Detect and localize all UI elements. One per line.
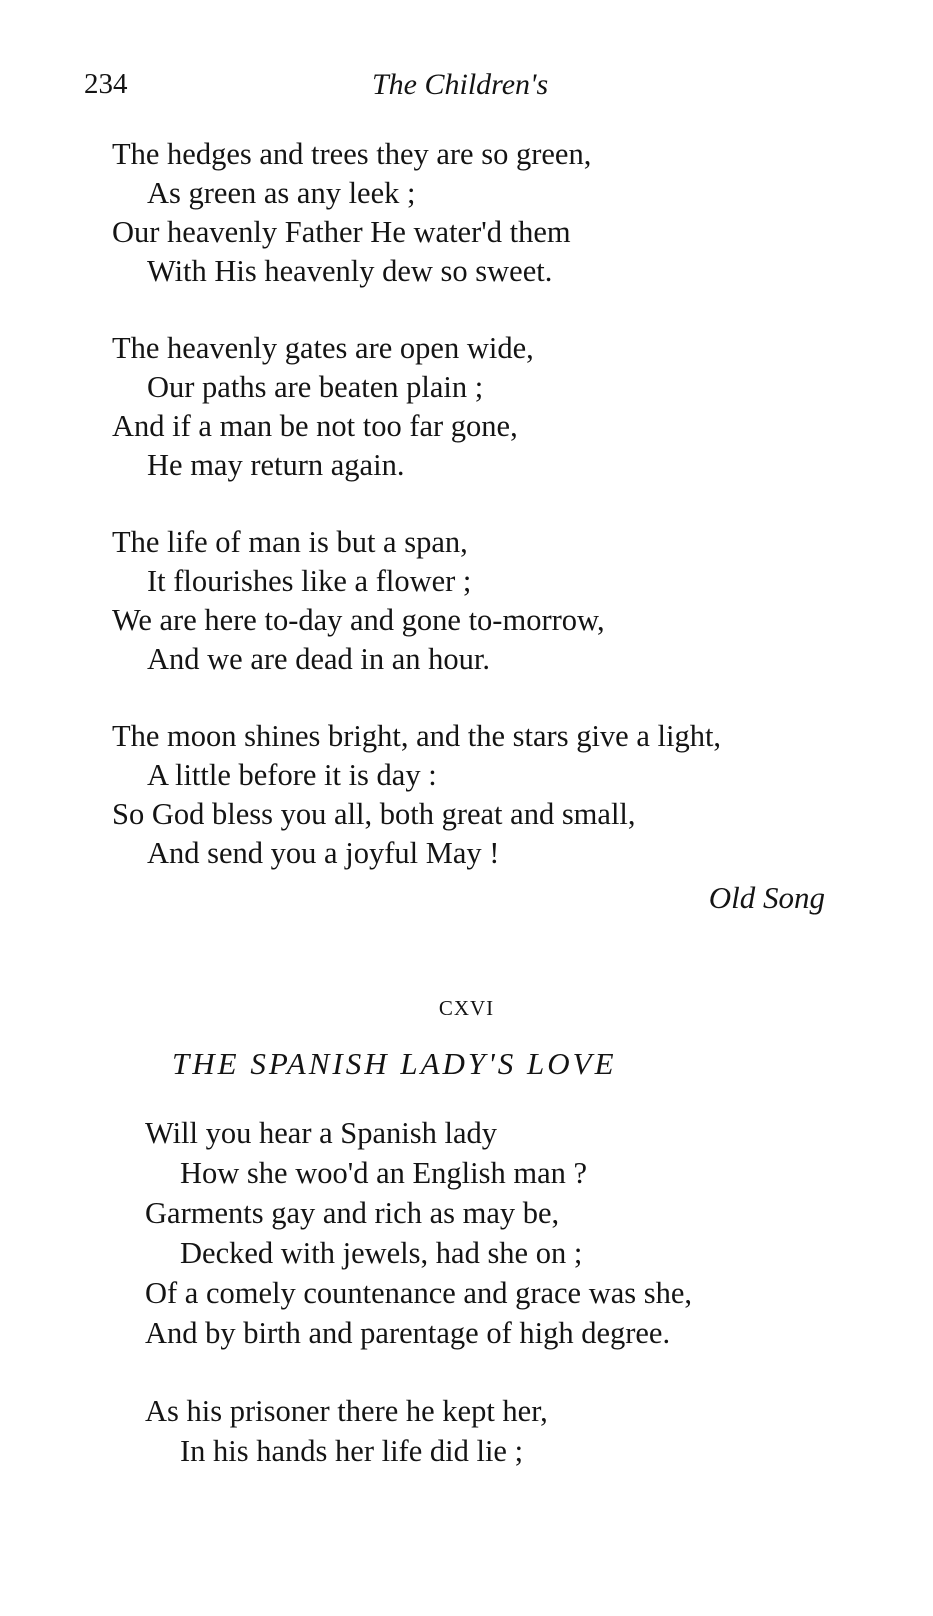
poem-line: It flourishes like a flower ; bbox=[147, 564, 472, 598]
stanza-4 bbox=[112, 717, 912, 873]
poem-line: How she woo'd an English man ? bbox=[180, 1156, 588, 1190]
poem-line: The life of man is but a span, bbox=[112, 525, 468, 559]
poem-line: And send you a joyful May ! bbox=[147, 836, 500, 870]
stanza-2 bbox=[145, 1391, 915, 1471]
poem-line: As green as any leek ; bbox=[147, 176, 416, 210]
poem-line: The moon shines bright, and the stars give a light, bbox=[112, 719, 722, 753]
poem-line: The hedges and trees they are so green, bbox=[112, 137, 592, 171]
running-title: The Children's bbox=[372, 68, 549, 101]
stanza-2 bbox=[112, 329, 912, 485]
poem-line: A little before it is day : bbox=[147, 758, 437, 792]
old-song-poem bbox=[112, 135, 912, 911]
poem-line: Of a comely countenance and grace was she, bbox=[145, 1276, 693, 1310]
page-header bbox=[0, 68, 933, 112]
poem-line: Will you hear a Spanish lady bbox=[145, 1116, 497, 1150]
poem-line: So God bless you all, both great and small, bbox=[112, 797, 636, 831]
poem-line: We are here to-day and gone to-morrow, bbox=[112, 603, 605, 637]
poem-line: And if a man be not too far gone, bbox=[112, 409, 518, 443]
stanza-1 bbox=[145, 1113, 915, 1353]
poem-line: In his hands her life did lie ; bbox=[180, 1434, 524, 1468]
poem-line: Garments gay and rich as may be, bbox=[145, 1196, 560, 1230]
poem-attribution: Old Song bbox=[708, 880, 825, 915]
poem-line: Our heavenly Father He water'd them bbox=[112, 215, 571, 249]
poem-line: With His heavenly dew so sweet. bbox=[147, 254, 553, 288]
poem-line: Decked with jewels, had she on ; bbox=[180, 1236, 583, 1270]
poem-line: He may return again. bbox=[147, 448, 405, 482]
poem-line: The heavenly gates are open wide, bbox=[112, 331, 534, 365]
poem-line: And we are dead in an hour. bbox=[147, 642, 491, 676]
spanish-lady-poem bbox=[145, 1113, 915, 1509]
section-number: CXVI bbox=[438, 996, 495, 1020]
page-number: 234 bbox=[84, 68, 128, 100]
poem-line: As his prisoner there he kept her, bbox=[145, 1394, 548, 1428]
stanza-3 bbox=[112, 523, 912, 679]
poem-line: And by birth and parentage of high degree. bbox=[145, 1316, 671, 1350]
poem-title: THE SPANISH LADY'S LOVE bbox=[172, 1046, 617, 1081]
poem-line: Our paths are beaten plain ; bbox=[147, 370, 484, 404]
stanza-1 bbox=[112, 135, 912, 291]
